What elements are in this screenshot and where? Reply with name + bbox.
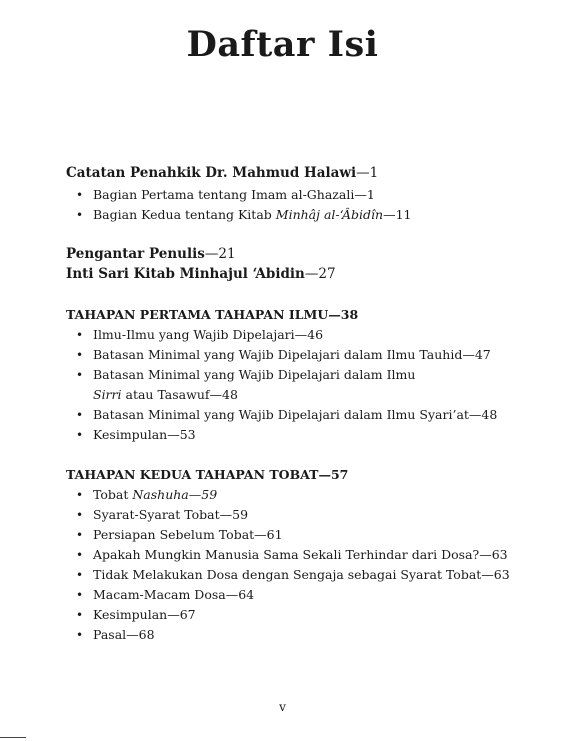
toc-entry-pengantar-penulis[interactable] xyxy=(66,245,236,263)
toc-entry-italic: Sirri xyxy=(93,387,122,402)
bullet-icon: • xyxy=(76,428,84,442)
bullet-icon: • xyxy=(76,548,84,562)
toc-entry-kesimpulan-2[interactable] xyxy=(76,606,196,624)
toc-entry-macam-dosa[interactable] xyxy=(76,586,254,604)
toc-entry-batasan-sirri-cont[interactable] xyxy=(93,386,238,404)
toc-entry-text: Tidak Melakukan Dosa dengan Sengaja sebagai Syarat Tobat—63 xyxy=(93,567,510,582)
bullet-icon: • xyxy=(76,328,84,342)
bullet-icon: • xyxy=(76,528,84,542)
toc-entry-text: Syarat-Syarat Tobat—59 xyxy=(93,507,249,522)
toc-entry-batasan-tauhid[interactable] xyxy=(76,346,491,364)
page-number: v xyxy=(279,700,286,714)
toc-entry-page: —21 xyxy=(204,246,236,262)
toc-entry-text: Apakah Mungkin Manusia Sama Sekali Terhindar dari Dosa?—63 xyxy=(93,547,508,562)
toc-entry-text: Kesimpulan—67 xyxy=(93,607,196,622)
toc-entry-syarat-tobat[interactable] xyxy=(76,506,248,524)
bullet-icon: • xyxy=(76,508,84,522)
toc-entry-text: Batasan Minimal yang Wajib Dipelajari dalam Ilmu Syari’at—48 xyxy=(93,407,498,422)
toc-entry-text: Kesimpulan—53 xyxy=(93,427,196,442)
toc-entry-terhindar-dosa[interactable] xyxy=(76,546,508,564)
bullet-icon: • xyxy=(76,348,84,362)
toc-entry-batasan-syariat[interactable] xyxy=(76,406,497,424)
bullet-icon: • xyxy=(76,628,84,642)
toc-entry-text: Inti Sari Kitab Minhajul ‘Abidin xyxy=(66,266,305,282)
toc-entry-bagian-pertama[interactable] xyxy=(76,186,375,204)
toc-entry-kesimpulan-1[interactable] xyxy=(76,426,196,444)
bullet-icon: • xyxy=(76,208,84,222)
toc-entry-page: —27 xyxy=(304,266,336,282)
toc-entry-text: Macam-Macam Dosa—64 xyxy=(93,587,255,602)
bullet-icon: • xyxy=(76,368,84,382)
toc-entry-pasal[interactable] xyxy=(76,626,155,644)
page-title: Daftar Isi xyxy=(186,24,379,65)
toc-entry-italic: Minhâj al-‘Âbidîn xyxy=(275,207,384,222)
toc-entry-text: Pengantar Penulis xyxy=(66,246,205,262)
toc-entry-catatan-penahkik[interactable] xyxy=(66,164,378,182)
toc-entry-text: Batasan Minimal yang Wajib Dipelajari dalam Ilmu Tauhid—47 xyxy=(93,347,491,362)
toc-entry-text: Bagian Pertama tentang Imam al-Ghazali—1 xyxy=(93,187,375,202)
bullet-icon: • xyxy=(76,188,84,202)
toc-entry-italic: Nashuha—59 xyxy=(132,487,218,502)
bullet-icon: • xyxy=(76,488,84,502)
bullet-icon: • xyxy=(76,608,84,622)
toc-entry-text: Bagian Kedua tentang Kitab xyxy=(93,207,276,222)
toc-entry-batasan-sirri[interactable] xyxy=(76,366,415,384)
toc-entry-page: —1 xyxy=(356,165,379,181)
toc-entry-text: Catatan Penahkik Dr. Mahmud Halawi xyxy=(66,165,357,181)
toc-entry-text: atau Tasawuf—48 xyxy=(121,387,238,402)
toc-entry-persiapan[interactable] xyxy=(76,526,283,544)
toc-entry-bagian-kedua[interactable] xyxy=(76,206,411,224)
toc-entry-ilmu-wajib[interactable] xyxy=(76,326,323,344)
toc-entry-page: —11 xyxy=(383,207,412,222)
toc-section-tobat[interactable]: TAHAPAN KEDUA TAHAPAN TOBAT—57 xyxy=(66,467,349,482)
bullet-icon: • xyxy=(76,408,84,422)
toc-entry-text: Persiapan Sebelum Tobat—61 xyxy=(93,527,283,542)
toc-entry-text: Batasan Minimal yang Wajib Dipelajari dalam Ilmu xyxy=(93,367,416,382)
toc-entry-text: Pasal—68 xyxy=(93,627,155,642)
toc-entry-text: Ilmu-Ilmu yang Wajib Dipelajari—46 xyxy=(93,327,324,342)
corner-rule xyxy=(0,737,26,738)
toc-entry-sengaja[interactable] xyxy=(76,566,510,584)
toc-entry-text: Tobat xyxy=(93,487,133,502)
toc-entry-inti-sari[interactable] xyxy=(66,265,336,283)
toc-section-ilmu[interactable]: TAHAPAN PERTAMA TAHAPAN ILMU—38 xyxy=(66,307,359,322)
bullet-icon: • xyxy=(76,588,84,602)
bullet-icon: • xyxy=(76,568,84,582)
toc-entry-tobat-nashuha[interactable] xyxy=(76,486,217,504)
